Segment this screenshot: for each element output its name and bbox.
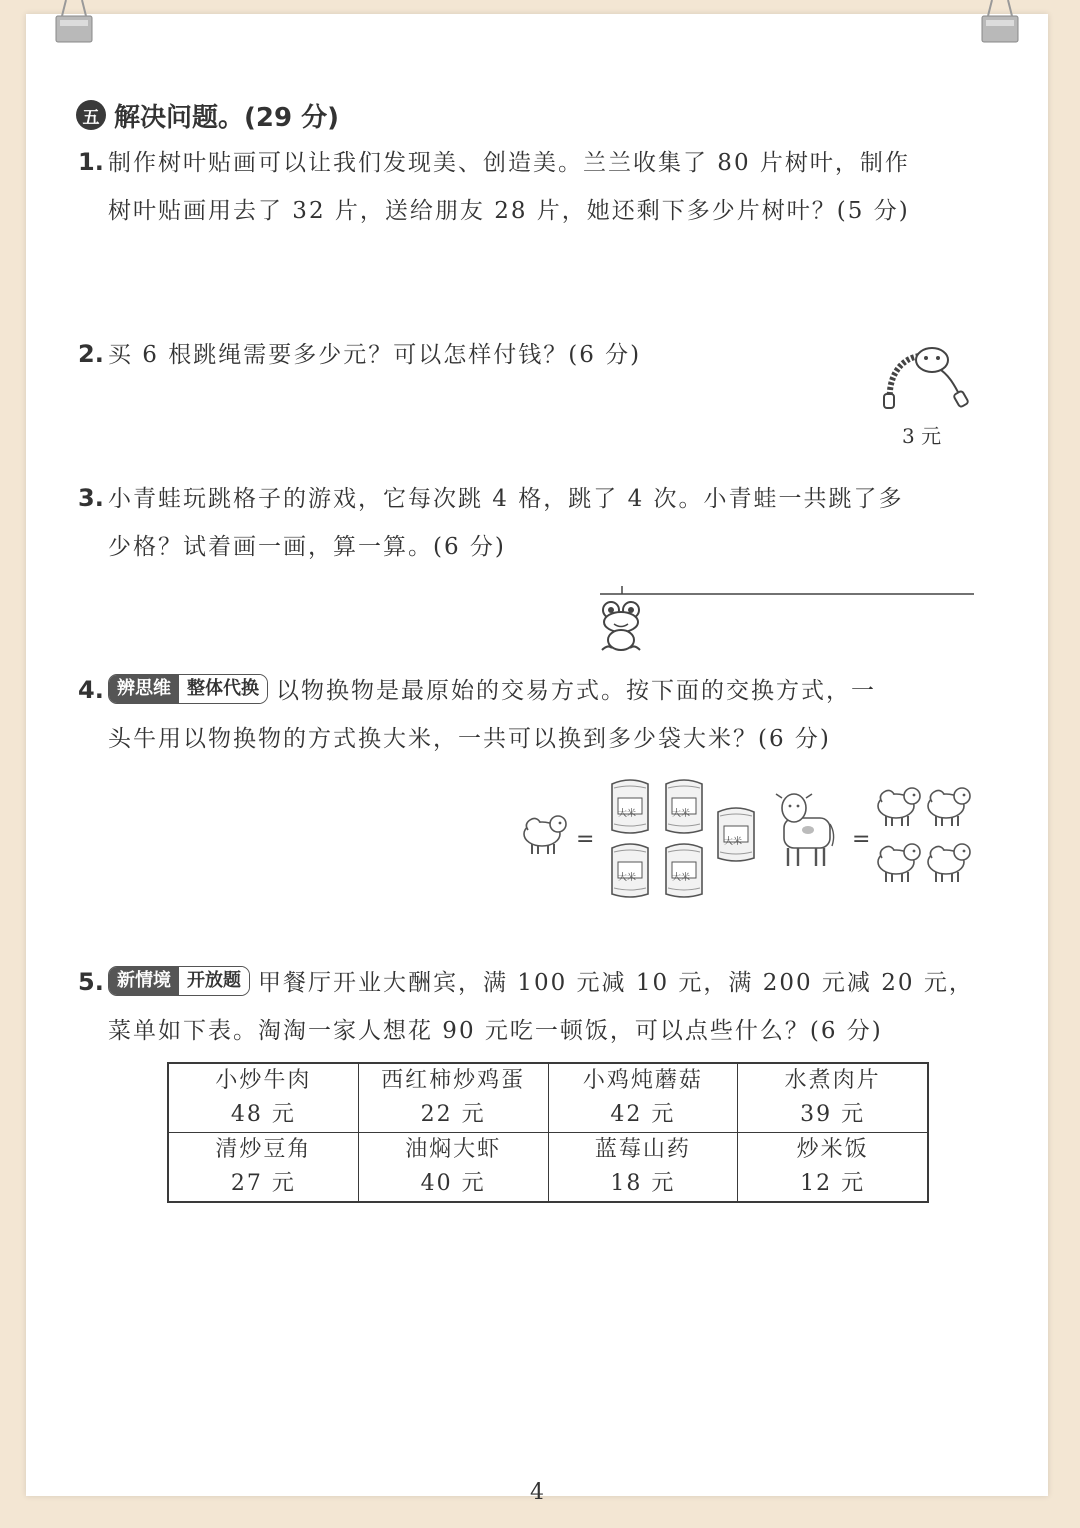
section-badge: 五 [76, 100, 106, 130]
dish-name: 小鸡炖蘑菇 [582, 1068, 703, 1093]
question-tag [108, 674, 268, 704]
dish-name: 西红柿炒鸡蛋 [381, 1068, 526, 1093]
rice-bag-label: 大米 [672, 873, 691, 883]
menu-cell [358, 1063, 548, 1133]
equals-sign-1: = [576, 827, 595, 852]
question-text-line2: 少格？试着画一画，算一算。(6 分) [108, 534, 506, 560]
tag-light: 开放题 [179, 967, 249, 995]
rice-bag-label: 大米 [618, 809, 637, 819]
equals-sign-2: = [852, 827, 871, 852]
tag-dark: 辨思维 [109, 675, 179, 703]
cow-icon [776, 794, 834, 866]
question-number: 5. [78, 968, 104, 996]
menu-cell [738, 1063, 928, 1133]
jump-rope-icon [880, 338, 980, 410]
dish-price: 42 元 [610, 1102, 676, 1127]
dish-price: 18 元 [610, 1171, 676, 1196]
question-number: 3. [78, 484, 104, 512]
question-text-line1: 以物换物是最原始的交易方式。按下面的交换方式，一 [276, 678, 876, 704]
table-row [168, 1063, 928, 1133]
question-text-line2: 头牛用以物换物的方式换大米，一共可以换到多少袋大米？(6 分) [108, 726, 831, 752]
dish-name: 炒米饭 [796, 1137, 869, 1162]
menu-cell [548, 1133, 738, 1203]
dish-name: 蓝莓山药 [594, 1137, 691, 1162]
jump-rope-price: 3 元 [902, 424, 942, 448]
dish-price: 40 元 [420, 1171, 486, 1196]
menu-cell [168, 1133, 358, 1203]
question-text-line1: 小青蛙玩跳格子的游戏，它每次跳 4 格，跳了 4 次。小青蛙一共跳了多 [108, 486, 904, 512]
question-number: 2. [78, 340, 104, 368]
dish-name: 小炒牛肉 [215, 1068, 312, 1093]
dish-price: 39 元 [800, 1102, 866, 1127]
question-number: 4. [78, 676, 104, 704]
question-4 [78, 666, 998, 763]
question-number: 1. [78, 148, 104, 176]
question-text-line1: 制作树叶贴画可以让我们发现美、创造美。兰兰收集了 80 片树叶，制作 [108, 150, 910, 176]
menu-cell [548, 1063, 738, 1133]
number-line [600, 584, 976, 604]
dish-price: 48 元 [230, 1102, 296, 1127]
menu-cell [358, 1133, 548, 1203]
rice-bag-label: 大米 [724, 837, 743, 847]
question-text-line2: 菜单如下表。淘淘一家人想花 90 元吃一顿饭，可以点些什么？(6 分) [108, 1018, 883, 1044]
binder-clip-right-icon [978, 0, 1022, 44]
section-heading: 解决问题。(29 分) [114, 102, 339, 133]
dish-price: 22 元 [420, 1102, 486, 1127]
menu-table [167, 1062, 929, 1203]
section-title [76, 96, 339, 134]
question-text: 买 6 根跳绳需要多少元？可以怎样付钱？(6 分) [108, 342, 642, 368]
question-tag [108, 966, 250, 996]
question-1 [78, 138, 998, 235]
question-5 [78, 958, 998, 1055]
exchange-diagram [518, 774, 978, 902]
rice-bag-label: 大米 [672, 809, 691, 819]
binder-clip-left-icon [52, 0, 96, 44]
tag-light: 整体代换 [179, 675, 267, 703]
menu-cell [168, 1063, 358, 1133]
dish-price: 12 元 [800, 1171, 866, 1196]
question-text-line2: 树叶贴画用去了 32 片，送给朋友 28 片，她还剩下多少片树叶？(5 分) [108, 198, 910, 224]
frog-icon [598, 600, 644, 654]
menu-cell [738, 1133, 928, 1203]
dish-name: 水煮肉片 [784, 1068, 881, 1093]
dish-name: 清炒豆角 [215, 1137, 312, 1162]
question-3 [78, 474, 998, 571]
tag-dark: 新情境 [109, 967, 179, 995]
rice-bag-label: 大米 [618, 873, 637, 883]
question-text-line1: 甲餐厅开业大酬宾，满 100 元减 10 元，满 200 元减 20 元， [258, 970, 974, 996]
table-row [168, 1133, 928, 1203]
dish-name: 油焖大虾 [405, 1137, 502, 1162]
question-2 [78, 330, 998, 379]
page-number: 4 [530, 1480, 544, 1505]
dish-price: 27 元 [230, 1171, 296, 1196]
